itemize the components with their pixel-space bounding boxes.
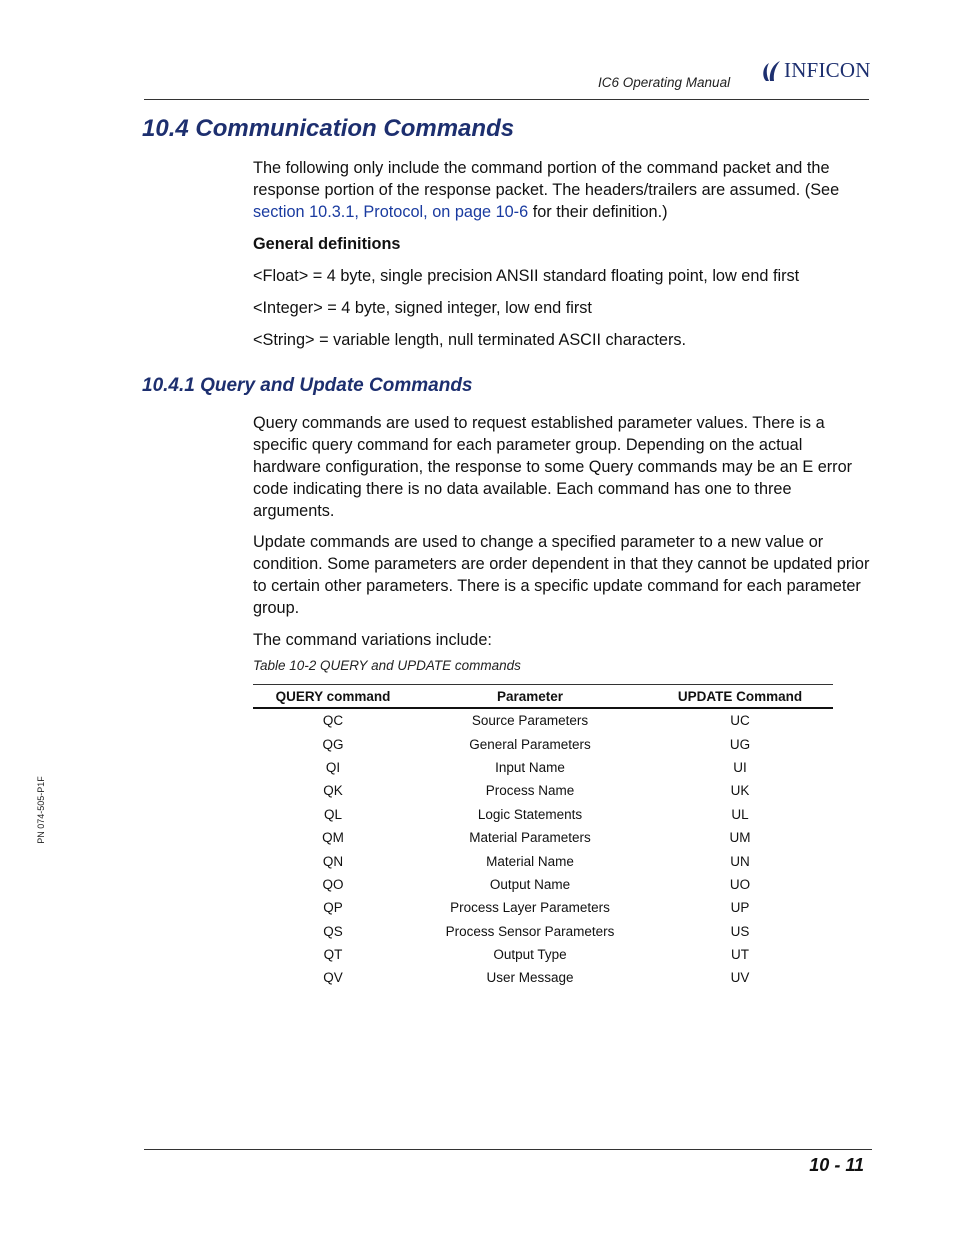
query-command-cell: QK: [323, 783, 343, 799]
query-command-cell: QS: [323, 923, 343, 939]
query-command-cell: QG: [322, 736, 344, 752]
table-caption: Table 10-2 QUERY and UPDATE commands: [253, 658, 521, 673]
query-command-cell: QP: [323, 900, 343, 916]
definition-string: <String> = variable length, null terminated ASCII characters.: [253, 331, 687, 349]
query-command-cell: QO: [322, 876, 344, 892]
parameter-cell: Material Name: [486, 853, 574, 869]
column-header-query: QUERY command: [253, 685, 413, 709]
parameter-cell: General Parameters: [469, 736, 591, 752]
table-row: [253, 849, 833, 872]
general-definitions-heading: General definitions: [253, 235, 401, 253]
query-command-cell: QV: [323, 970, 343, 986]
definition-float: <Float> = 4 byte, single precision ANSII standard floating point, low end first: [253, 267, 800, 285]
table-row: [253, 943, 833, 966]
update-command-cell: UC: [730, 713, 750, 729]
update-command-cell: UM: [729, 830, 751, 846]
update-command-cell: UV: [730, 970, 750, 986]
table-row: [253, 708, 833, 732]
intro-text-before: The following only include the command portion of the command packet and the response portion of the response packet. The headers/trailers are assumed. (See: [253, 159, 840, 199]
protocol-section-link[interactable]: section 10.3.1, Protocol, on page 10-6: [253, 203, 529, 221]
table-row: [253, 803, 833, 826]
parameter-cell: Material Parameters: [469, 830, 591, 846]
intro-text-after: for their definition.): [528, 203, 668, 221]
parameter-cell: Process Name: [485, 783, 575, 799]
update-command-cell: UG: [729, 736, 751, 752]
inficon-logo-icon: [760, 59, 782, 83]
table-row: [253, 732, 833, 755]
query-update-table: [253, 684, 833, 990]
query-command-cell: QL: [323, 806, 342, 822]
logo-wordmark: INFICON: [784, 58, 871, 82]
parameter-cell: Input Name: [495, 759, 565, 775]
parameter-cell: Process Sensor Parameters: [445, 923, 615, 939]
update-command-cell: UI: [733, 759, 747, 775]
intro-paragraph: [253, 157, 873, 223]
table-row: [253, 920, 833, 943]
parameter-cell: Process Layer Parameters: [450, 900, 610, 916]
update-command-cell: UK: [730, 783, 750, 799]
inficon-logo: [760, 58, 871, 83]
footer-rule: [144, 1149, 872, 1150]
manual-title: IC6 Operating Manual: [598, 75, 731, 90]
parameter-cell: User Message: [486, 970, 574, 986]
update-command-cell: UN: [730, 853, 750, 869]
table-body: [253, 708, 833, 990]
column-header-parameter: Parameter: [413, 685, 647, 709]
column-header-update: UPDATE Command: [647, 685, 833, 709]
table-row: [253, 966, 833, 989]
part-number-side-text: PN 074-505-P1F: [36, 776, 46, 844]
table-row: [253, 896, 833, 919]
update-command-cell: UL: [731, 806, 749, 822]
query-command-cell: QT: [323, 947, 343, 963]
update-command-cell: UT: [731, 947, 749, 963]
table-header-row: [253, 685, 833, 709]
query-command-cell: QI: [325, 759, 341, 775]
update-command-cell: UO: [729, 876, 751, 892]
header-rule: [144, 99, 869, 100]
subsection-heading: 10.4.1 Query and Update Commands: [142, 375, 473, 396]
parameter-cell: Output Type: [493, 947, 567, 963]
section-heading: 10.4 Communication Commands: [142, 115, 515, 142]
table-row: [253, 756, 833, 779]
parameter-cell: Source Parameters: [471, 713, 589, 729]
table-row: [253, 779, 833, 802]
definition-integer: <Integer> = 4 byte, signed integer, low end first: [253, 299, 592, 317]
query-commands-paragraph: Query commands are used to request established parameter values. There is a specific query command for each parameter group. Depending on the actual hardware configuration, the response to some Query commands may be an E error code indicating there is no data available. Each command has one to three arguments.: [253, 414, 853, 520]
command-variations-text: The command variations include:: [253, 631, 492, 649]
parameter-cell: Logic Statements: [477, 806, 583, 822]
query-command-cell: QN: [322, 853, 344, 869]
query-command-cell: QM: [322, 830, 344, 846]
page-number: 10 - 11: [809, 1155, 864, 1175]
update-command-cell: US: [730, 923, 750, 939]
table-row: [253, 826, 833, 849]
update-commands-paragraph: Update commands are used to change a specified parameter to a new value or condition. Some parameters are order dependent in that they cannot be updated prior to certain other parameters. There is a specific update command for each parameter group.: [253, 533, 870, 617]
table-row: [253, 873, 833, 896]
update-command-cell: UP: [730, 900, 750, 916]
parameter-cell: Output Name: [489, 876, 571, 892]
query-command-cell: QC: [322, 713, 344, 729]
